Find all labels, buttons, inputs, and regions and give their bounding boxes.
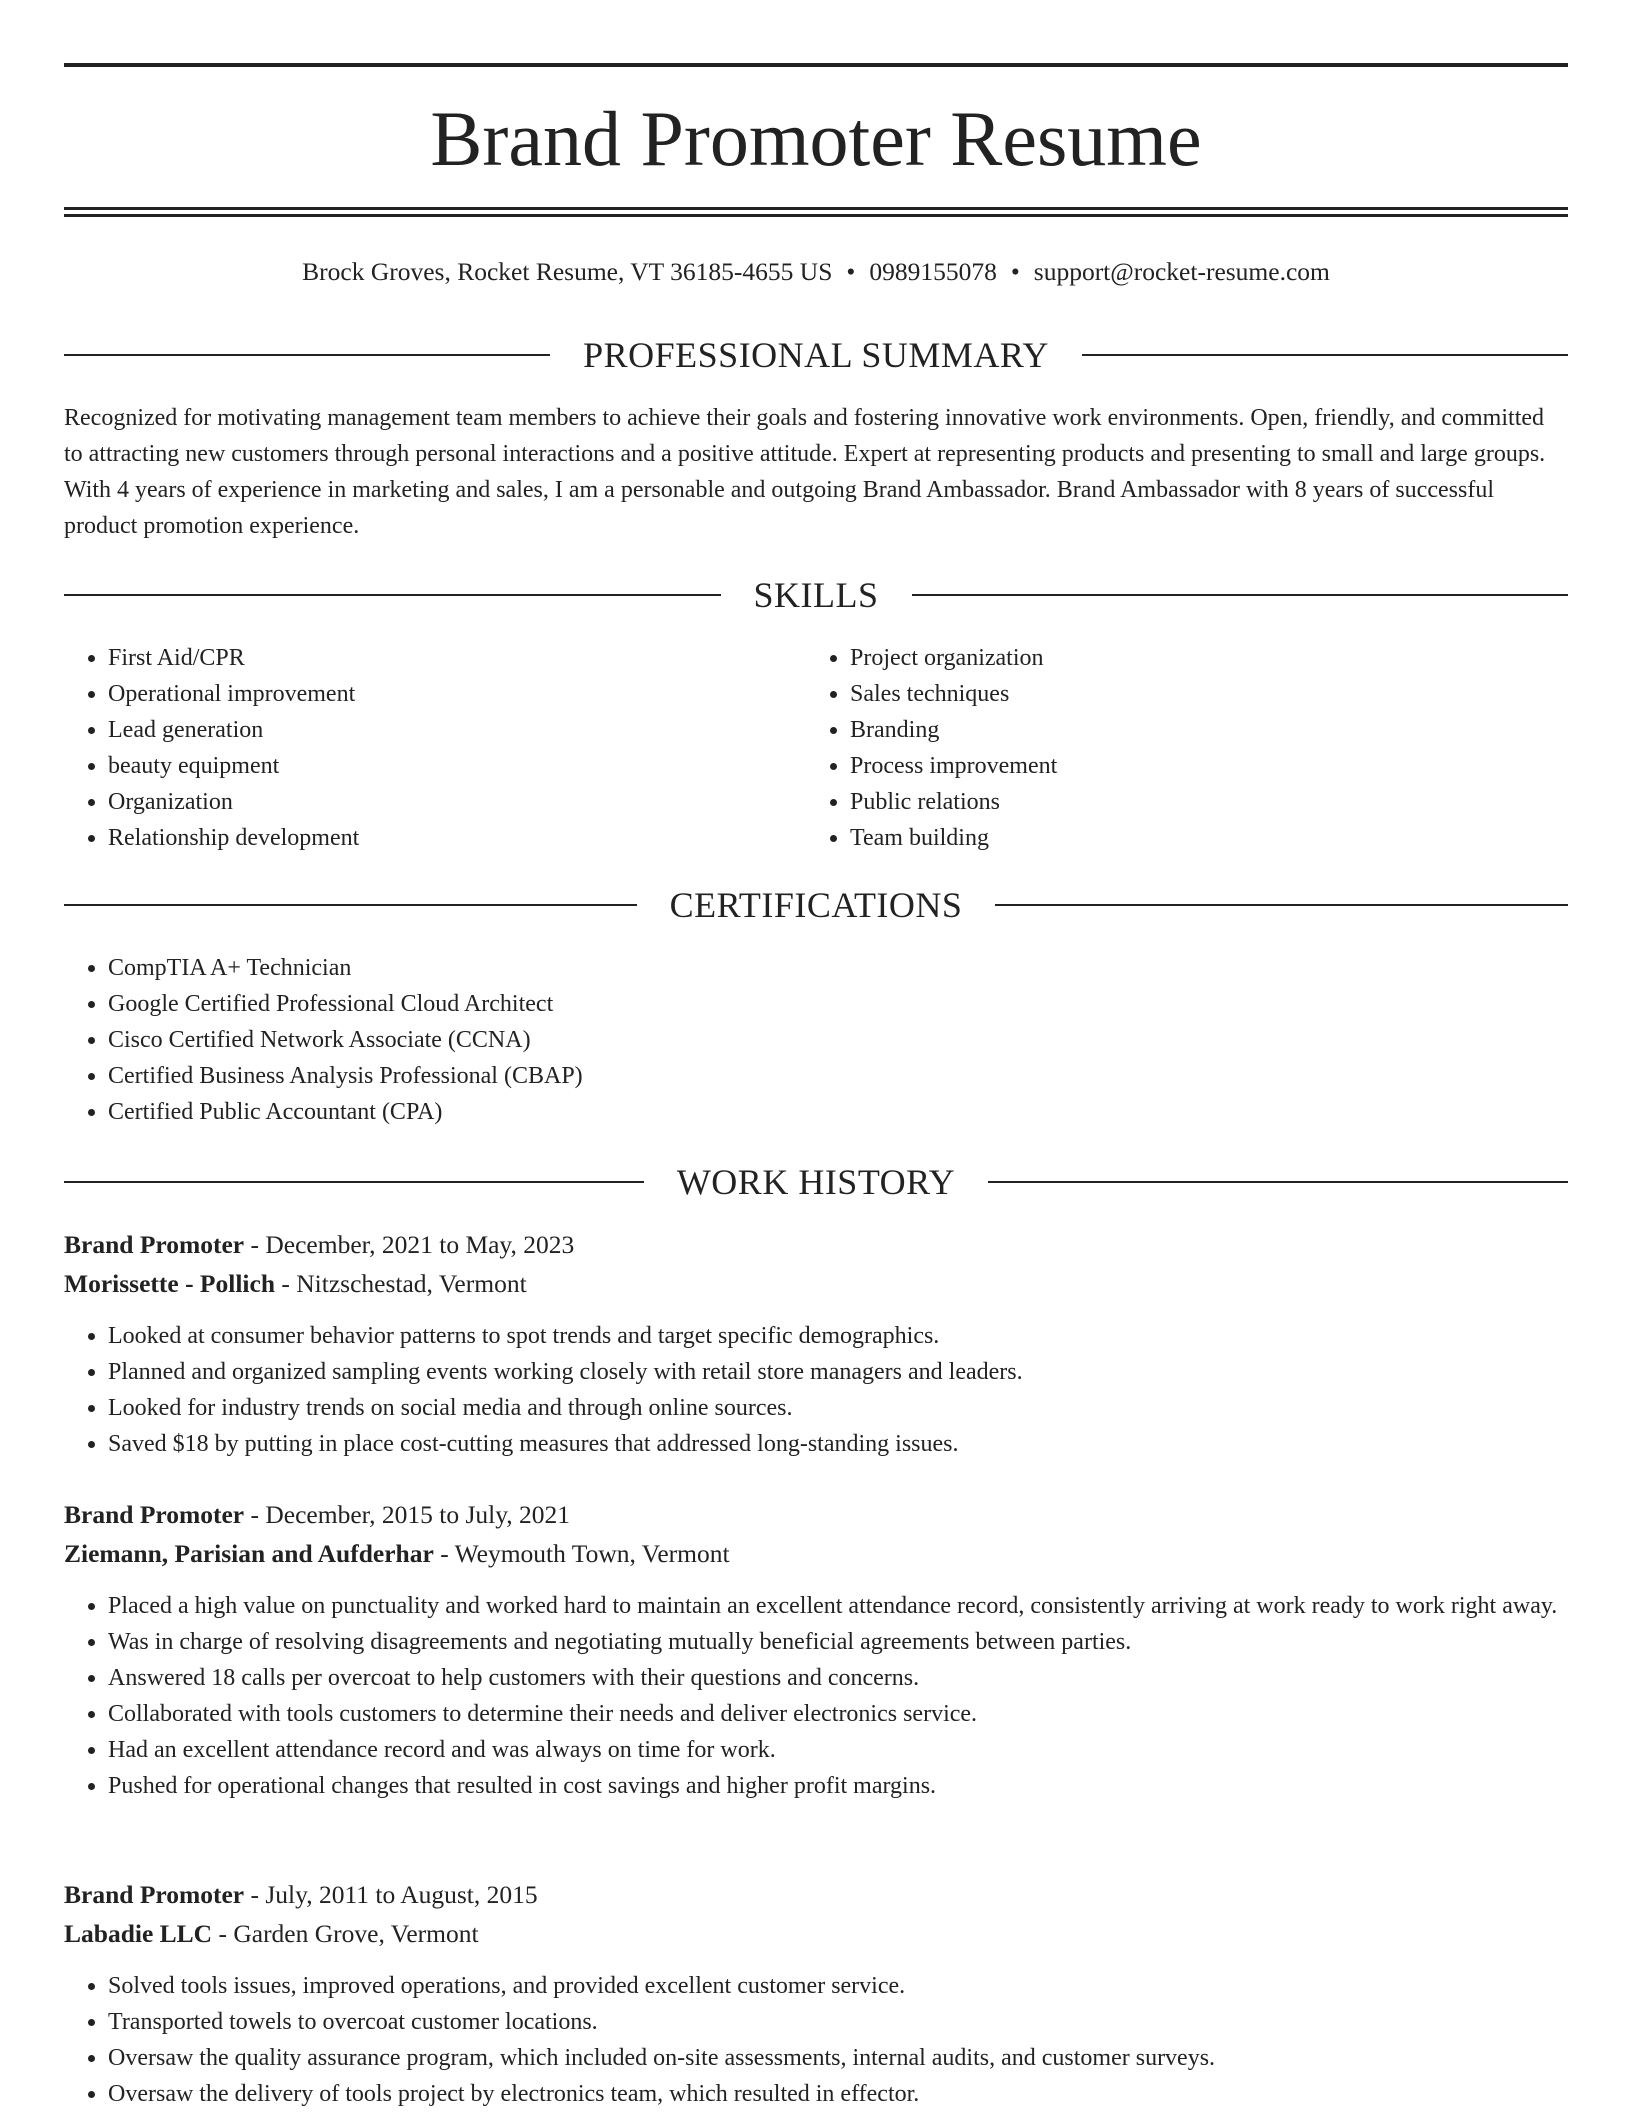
skill-item: • Operational improvement xyxy=(108,676,806,712)
contact-separator: • xyxy=(1010,257,1020,286)
section-title: PROFESSIONAL SUMMARY xyxy=(583,335,1049,375)
job-company: Ziemann, Parisian and Aufderhar xyxy=(64,1539,434,1568)
job-location: - Weymouth Town, Vermont xyxy=(433,1539,730,1568)
skill-item: • Relationship development xyxy=(108,820,806,856)
job-dates: - July, 2011 to August, 2015 xyxy=(244,1880,538,1909)
job-bullet: • Saved $18 by putting in place cost-cutting measures that addressed long-standing issues. xyxy=(108,1426,1568,1462)
skill-item: • Lead generation xyxy=(108,712,806,748)
section-rule xyxy=(912,594,1569,596)
job-entry xyxy=(64,1226,1568,1462)
job-location: - Garden Grove, Vermont xyxy=(212,1919,479,1948)
section-header-certifications xyxy=(64,882,1568,928)
page-title: Brand Promoter Resume xyxy=(430,95,1202,182)
job-entry xyxy=(64,1496,1568,1804)
skill-item: • Branding xyxy=(850,712,1548,748)
contact-address: Brock Groves, Rocket Resume, VT 36185-4655 US xyxy=(302,257,833,286)
section-header-skills xyxy=(64,572,1568,618)
skill-item: • Organization xyxy=(108,784,806,820)
section-header-work xyxy=(64,1159,1568,1205)
certification-item: • Cisco Certified Network Associate (CCNA) xyxy=(108,1022,1568,1058)
section-rule xyxy=(64,354,550,356)
job-bullet: • Transported towels to overcoat customer locations. xyxy=(108,2004,1568,2040)
section-rule xyxy=(988,1181,1568,1183)
job-bullets xyxy=(64,1588,1568,1804)
contact-separator: • xyxy=(846,257,856,286)
job-bullet: • Looked for industry trends on social media and through online sources. xyxy=(108,1390,1568,1426)
certification-item: • CompTIA A+ Technician xyxy=(108,950,1568,986)
job-company: Morissette - Pollich xyxy=(64,1269,276,1298)
section-title: WORK HISTORY xyxy=(676,1162,956,1202)
section-rule xyxy=(64,1181,644,1183)
section-title: CERTIFICATIONS xyxy=(669,885,963,925)
job-company: Labadie LLC xyxy=(64,1919,213,1948)
job-entry xyxy=(64,1876,1568,2112)
job-bullets xyxy=(64,1318,1568,1462)
skill-item: • Project organization xyxy=(850,640,1548,676)
job-title: Brand Promoter xyxy=(64,1230,245,1259)
job-bullets xyxy=(64,1968,1568,2112)
section-rule xyxy=(995,904,1568,906)
job-bullet: • Solved tools issues, improved operations, and provided excellent customer service. xyxy=(108,1968,1568,2004)
certifications-list xyxy=(64,950,1568,1130)
skill-item: • Process improvement xyxy=(850,748,1548,784)
job-company-line xyxy=(64,1264,1568,1304)
job-bullet: • Looked at consumer behavior patterns to spot trends and target specific demographics. xyxy=(108,1318,1568,1354)
job-title-line xyxy=(64,1496,1568,1534)
job-bullet: • Collaborated with tools customers to determine their needs and deliver electronics service. xyxy=(108,1696,1568,1732)
certification-item: • Certified Public Accountant (CPA) xyxy=(108,1094,1568,1130)
job-title: Brand Promoter xyxy=(64,1880,245,1909)
section-rule xyxy=(64,904,637,906)
job-dates: - December, 2015 to July, 2021 xyxy=(244,1500,571,1529)
skill-item: • beauty equipment xyxy=(108,748,806,784)
contact-phone: 0989155078 xyxy=(869,257,997,286)
section-rule xyxy=(1082,354,1568,356)
contact-line xyxy=(64,254,1568,290)
certification-item: • Google Certified Professional Cloud Architect xyxy=(108,986,1568,1022)
certification-item: • Certified Business Analysis Professional (CBAP) xyxy=(108,1058,1568,1094)
job-bullet: • Pushed for operational changes that resulted in cost savings and higher profit margins. xyxy=(108,1768,1568,1804)
job-bullet: • Oversaw the delivery of tools project by electronics team, which resulted in effector. xyxy=(108,2076,1568,2112)
job-bullet: • Planned and organized sampling events working closely with retail store managers and leaders. xyxy=(108,1354,1568,1390)
job-bullet: • Placed a high value on punctuality and worked hard to maintain an excellent attendance record, consistently arriving at work ready to work right away. xyxy=(108,1588,1568,1624)
summary-text: Recognized for motivating management team members to achieve their goals and fostering innovative work environments. Open, friendly, and committed to attracting new customers through personal interactions and a positive attitude. Expert at representing products and presenting to small and large groups. With 4 years of experience in marketing and sales, I am a personable and outgoing Brand Ambassador. Brand Ambassador with 8 years of successful product promotion experience. xyxy=(64,405,1546,539)
job-dates: - December, 2021 to May, 2023 xyxy=(244,1230,575,1259)
skills-column-right xyxy=(806,640,1548,856)
contact-email: support@rocket-resume.com xyxy=(1033,257,1330,286)
skill-item: • Public relations xyxy=(850,784,1548,820)
job-company-line xyxy=(64,1914,1568,1954)
skill-item: • Sales techniques xyxy=(850,676,1548,712)
job-title-line xyxy=(64,1226,1568,1264)
skill-item: • First Aid/CPR xyxy=(108,640,806,676)
top-rule xyxy=(64,63,1568,67)
job-bullet: • Had an excellent attendance record and was always on time for work. xyxy=(108,1732,1568,1768)
skills-list xyxy=(64,640,1568,856)
section-rule xyxy=(64,594,721,596)
job-bullet: • Oversaw the quality assurance program, which included on-site assessments, internal audits, and customer surveys. xyxy=(108,2040,1568,2076)
skills-column-left xyxy=(64,640,806,856)
job-location: - Nitzschestad, Vermont xyxy=(275,1269,527,1298)
skill-item: • Team building xyxy=(850,820,1548,856)
job-bullet: • Answered 18 calls per overcoat to help customers with their questions and concerns. xyxy=(108,1660,1568,1696)
section-header-summary xyxy=(64,332,1568,378)
title-double-rule xyxy=(64,207,1568,217)
section-title: SKILLS xyxy=(753,575,879,615)
job-company-line xyxy=(64,1534,1568,1574)
job-bullet: • Was in charge of resolving disagreements and negotiating mutually beneficial agreements between parties. xyxy=(108,1624,1568,1660)
job-title: Brand Promoter xyxy=(64,1500,245,1529)
job-title-line xyxy=(64,1876,1568,1914)
